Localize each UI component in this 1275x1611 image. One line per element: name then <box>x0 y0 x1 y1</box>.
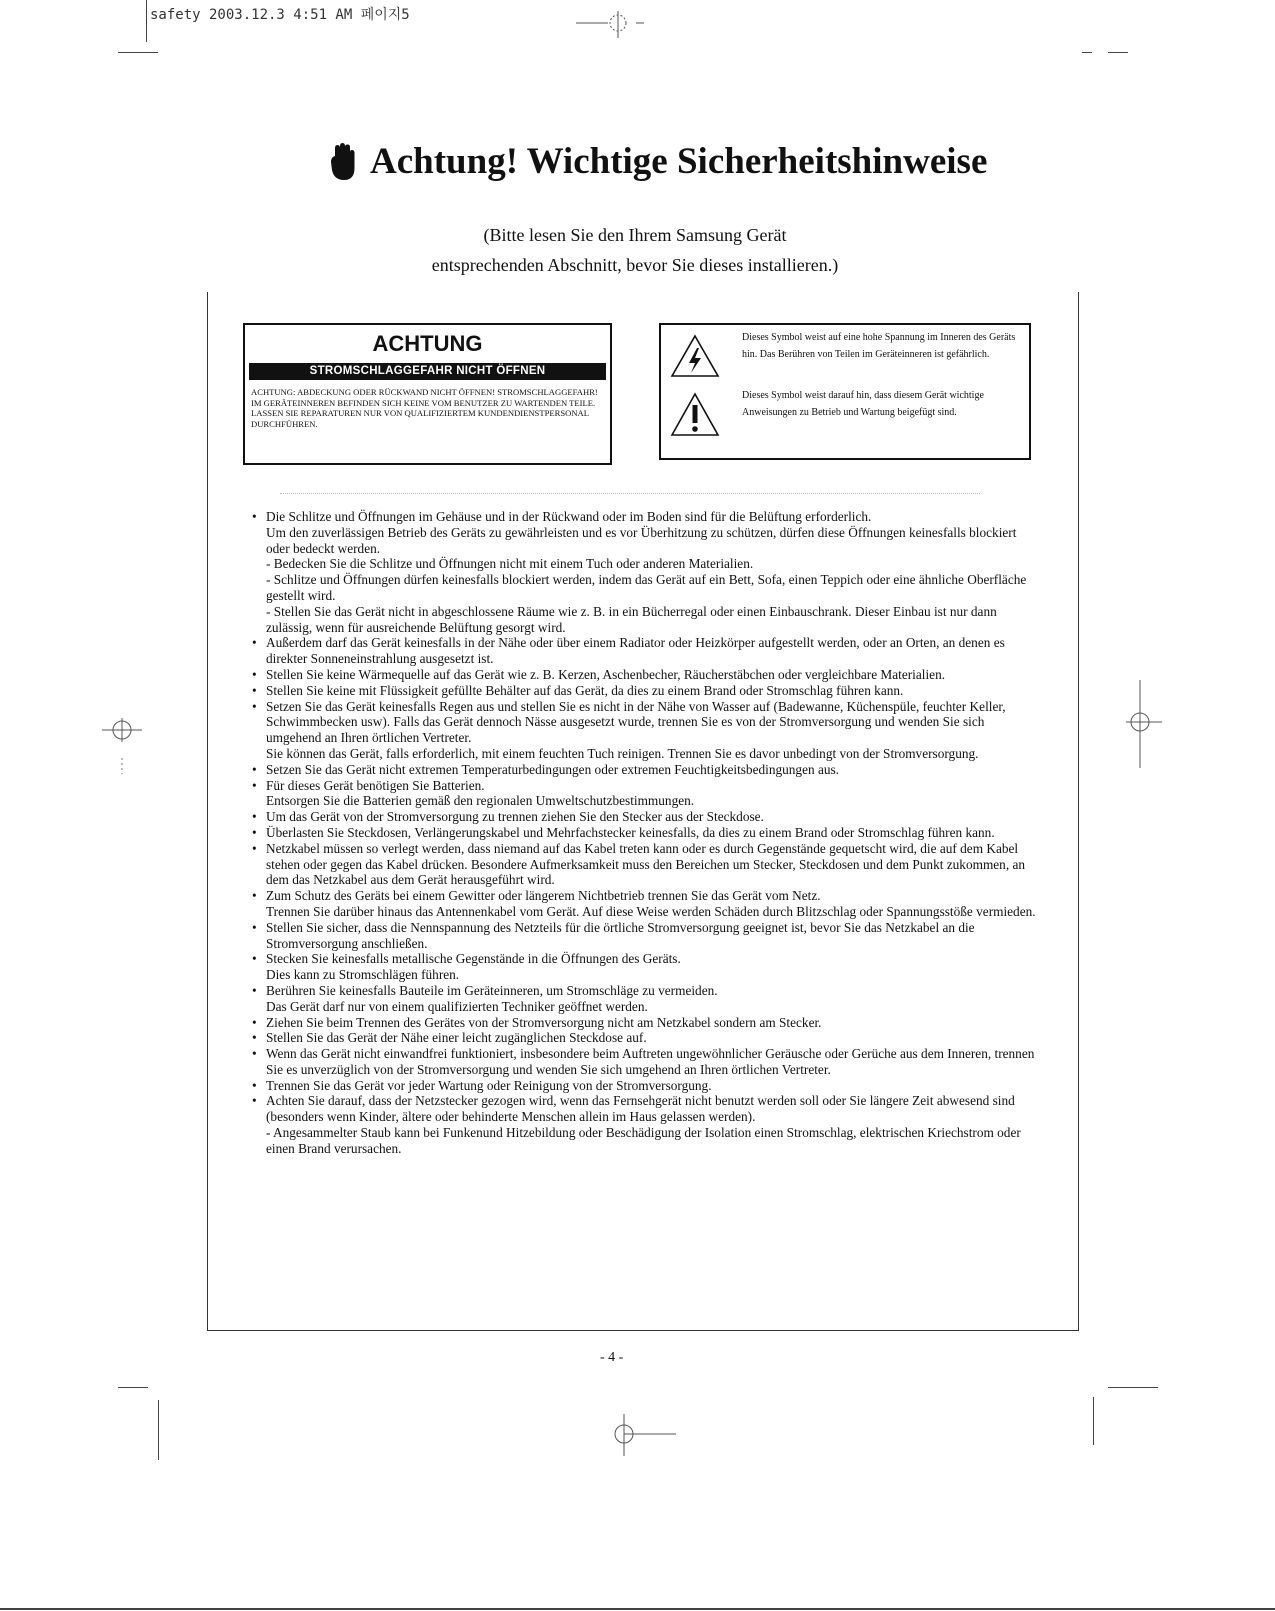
crop-mark <box>118 52 158 53</box>
subtitle <box>330 220 940 280</box>
item-line: • Wenn das Gerät nicht einwandfrei funktioniert, insbesondere beim Auftreten ungewöhnlicher Geräusche oder Gerüche aus dem Inneren, trennen Sie es unverzüglich von der Stromversorgung und wenden Sie sich umgehend an Ihren örtlichen Vertreter. <box>266 1046 1035 1077</box>
list-item <box>252 951 1042 983</box>
list-item <box>252 699 1042 762</box>
symbol-text: Dieses Symbol weist auf eine hohe Spannung im Inneren des Geräts hin. Das Berühren von Teilen im Geräteinneren ist gefährlich. <box>742 332 1016 360</box>
item-line: Das Gerät darf nur von einem qualifizierten Techniker geöffnet werden. <box>266 998 648 1014</box>
hand-stop-icon <box>330 142 356 182</box>
item-line: Dies kann zu Stromschlägen führen. <box>266 967 460 983</box>
crop-mark <box>118 1387 148 1388</box>
item-line: Um den zuverlässigen Betrieb des Geräts zu gewährleisten und es vor Überhitzung zu schützen, dürfen diese Öffnungen keinesfalls blockiert oder bedeckt werden. <box>266 524 1017 556</box>
symbol-text: Dieses Symbol weist darauf hin, dass diesem Gerät wichtige Anweisungen zu Betrieb und Wartung beigefügt sind. <box>742 390 984 418</box>
list-item <box>252 509 1042 635</box>
warning-text: ACHTUNG: ABDECKUNG ODER RÜCKWAND NICHT ÖFFNEN! STROMSCHLAGGEFAHR! IM GERÄTEINNEREN BEFINDEN SICH KEINE VOM BENUTZER ZU WARTENDEN TEILE. LASSEN SIE REPARATUREN NUR VON QUALIFIZIERTEM KUNDENDIENSTPERSONAL DURCHFÜHREN. <box>251 387 598 429</box>
list-item <box>252 983 1042 1015</box>
item-line: - Stellen Sie das Gerät nicht in abgeschlossene Räume wie z. B. in ein Bücherregal oder einen Einbauschrank. Dieser Einbau ist nur dann zulässig, wenn für ausreichende Belüftung gesorgt wird. <box>266 603 997 635</box>
item-line: • Trennen Sie das Gerät vor jeder Wartung oder Reinigung von der Stromversorgung. <box>266 1077 712 1093</box>
warning-label-box <box>243 323 612 465</box>
item-line: • Um das Gerät von der Stromversorgung zu trennen ziehen Sie den Stecker aus der Steckdose. <box>266 809 764 825</box>
list-item <box>252 762 1042 778</box>
item-line: Trennen Sie darüber hinaus das Antennenkabel vom Gerät. Auf diese Weise werden Schäden durch Blitzschlag oder Spannungsstöße vermieden. <box>266 903 1036 919</box>
item-line: Entsorgen Sie die Batterien gemäß den regionalen Umweltschutzbestimmungen. <box>266 793 695 809</box>
subtitle-line: entsprechenden Abschnitt, bevor Sie dieses installieren.) <box>431 255 839 275</box>
list-item <box>252 1078 1042 1094</box>
item-line: • Stellen Sie das Gerät der Nähe einer leicht zugänglichen Steckdose auf. <box>266 1030 647 1046</box>
lightning-triangle-icon <box>669 333 721 379</box>
item-line: - Schlitze und Öffnungen dürfen keinesfalls blockiert werden, indem das Gerät auf ein Bett, Sofa, einen Teppich oder eine ähnliche Oberfläche gestellt wird. <box>266 572 1027 603</box>
item-line: • Zum Schutz des Geräts bei einem Gewitter oder längerem Nichtbetrieb trennen Sie das Gerät vom Netz. <box>266 888 821 904</box>
crop-mark <box>1082 52 1092 53</box>
bottom-rule <box>0 1608 1275 1610</box>
item-line: • Stellen Sie sicher, dass die Nennspannung des Netzteils für die örtliche Stromversorgung geeignet ist, bevor Sie das Netzkabel an die Stromversorgung anschließen. <box>266 919 975 951</box>
list-item <box>252 888 1042 920</box>
list-item <box>252 1030 1042 1046</box>
safety-instructions <box>252 509 1042 1157</box>
list-item <box>252 683 1042 699</box>
divider <box>280 493 980 495</box>
list-item <box>252 920 1042 952</box>
list-item <box>252 1093 1042 1156</box>
item-line: • Stellen Sie keine mit Flüssigkeit gefüllte Behälter auf das Gerät, da dies zu einem Brand oder Stromschlag führen kann. <box>266 682 904 698</box>
list-item <box>252 667 1042 683</box>
list-item <box>252 825 1042 841</box>
exclamation-triangle-icon <box>669 391 721 439</box>
registration-mark-icon <box>100 700 144 776</box>
title-text: Achtung! Wichtige Sicherheitshinweise <box>370 141 988 182</box>
item-line: - Bedecken Sie die Schlitze und Öffnungen nicht mit einem Tuch oder anderen Materialien. <box>266 556 754 572</box>
warning-bar: STROMSCHLAGGEFAHR NICHT ÖFFNEN <box>249 363 606 380</box>
crop-mark <box>158 1400 159 1460</box>
item-line: • Netzkabel müssen so verlegt werden, dass niemand auf das Kabel treten kann oder es durch Gegenstände gequetscht wird, die auf dem Kabel stehen oder gegen das Kabel drücken. Besondere Aufmerksamkeit muss den Bereichen um Stecker, Steckdosen und dem Punkt zukommen, an dem das Netzkabel aus dem Gerät herausgeführt wird. <box>266 840 1026 888</box>
item-line: • Setzen Sie das Gerät nicht extremen Temperaturbedingungen oder extremen Feuchtigkeitsbedingungen aus. <box>266 761 839 777</box>
item-line: • Überlasten Sie Steckdosen, Verlängerungskabel und Mehrfachstecker keinesfalls, da dies zu einem Brand oder Stromschlag führen kann. <box>266 824 995 840</box>
item-line: • Für dieses Gerät benötigen Sie Batterien. <box>266 777 485 793</box>
item-line: - Angesammelter Staub kann bei Funkenund Hitzebildung oder Beschädigung der Isolation einen Stromschlag, elektrischen Kriechstrom oder einen Brand verursachen. <box>266 1125 1021 1156</box>
list-item <box>252 778 1042 810</box>
item-line: • Berühren Sie keinesfalls Bauteile im Geräteinneren, um Stromschläge zu vermeiden. <box>266 982 718 998</box>
registration-mark-icon <box>1120 680 1164 770</box>
page-title <box>330 140 987 183</box>
registration-mark-icon <box>572 6 652 40</box>
list-item <box>252 635 1042 667</box>
item-line: • Setzen Sie das Gerät keinesfalls Regen aus und stellen Sie es nicht in der Nähe von Wasser auf (Badewanne, Küchenspüle, feuchter Keller, Schwimmbecken usw). Falls das Gerät dennoch Nässe ausgesetzt wurde, trennen Sie es von der Stromversorgung und wenden Sie sich umgehend an Ihren örtlichen Vertreter. <box>266 698 1006 746</box>
item-line: • Außerdem darf das Gerät keinesfalls in der Nähe oder über einem Radiator oder Heizkörper aufgestellt werden, oder an Orten, an denen es direkter Sonneneinstrahlung ausgesetzt ist. <box>266 635 1005 667</box>
crop-mark <box>146 0 147 42</box>
item-line: • Ziehen Sie beim Trennen des Gerätes von der Stromversorgung nicht am Netzkabel sondern am Stecker. <box>266 1014 822 1030</box>
list-item <box>252 1015 1042 1031</box>
print-stamp: safety 2003.12.3 4:51 AM 페이지5 <box>150 7 410 23</box>
item-line: • Stellen Sie keine Wärmequelle auf das Gerät wie z. B. Kerzen, Aschenbecher, Räucherstäbchen oder vergleichbare Materialien. <box>266 666 946 682</box>
subtitle-line: (Bitte lesen Sie den Ihrem Samsung Gerät <box>483 225 787 245</box>
item-line: • Stecken Sie keinesfalls metallische Gegenstände in die Öffnungen des Geräts. <box>266 951 681 967</box>
registration-mark-icon <box>608 1410 678 1460</box>
item-line: • Die Schlitze und Öffnungen im Gehäuse und in der Rückwand oder im Boden sind für die Belüftung erforderlich. <box>266 509 872 524</box>
page-number: - 4 - <box>600 1350 624 1365</box>
list-item <box>252 1046 1042 1078</box>
symbol-explanation-box <box>659 323 1031 460</box>
item-line: • Achten Sie darauf, dass der Netzstecker gezogen wird, wenn das Fernsehgerät nicht benutzt werden soll oder Sie längere Zeit abwesend sind (besonders wenn Kinder, ältere oder behinderte Menschen allein im Haus gelassen werden). <box>266 1093 1015 1125</box>
crop-mark <box>1108 52 1128 53</box>
warning-title: ACHTUNG <box>372 331 483 356</box>
crop-mark <box>1093 1397 1094 1445</box>
crop-mark <box>1108 1387 1158 1388</box>
item-line: Sie können das Gerät, falls erforderlich, mit einem feuchten Tuch reinigen. Trennen Sie es davor unbedingt von der Stromversorgung. <box>266 745 979 761</box>
list-item <box>252 809 1042 825</box>
list-item <box>252 841 1042 888</box>
